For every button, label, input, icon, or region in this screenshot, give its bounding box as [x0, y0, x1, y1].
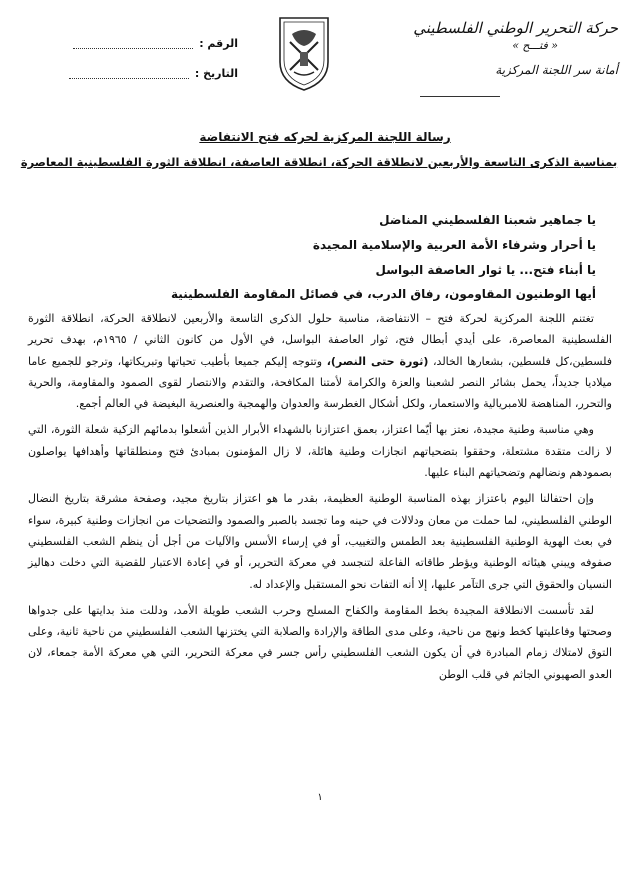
greeting-line: يا جماهير شعبنا الفلسطيني المناضل: [379, 213, 596, 227]
secretariat-name: أمانة سر اللجنة المركزية: [495, 63, 618, 77]
paragraph-text: تغتنم اللجنة المركزية لحركة فتح – الانتفاضة، مناسبة حلول الذكرى التاسعة والأربعين لانطلاقة الحركة، انطلاقة الثورة الفلسطينية المعاصرة، على أيدي أبطال فتح، ثوار العاصفة البواسل، في الأول من كانون الثاني / ١٩٦٥م، بهدف تحرير فلسطين،كل فلسطين، بشعارها الخالد،: [28, 312, 612, 368]
paragraph-text: وتتوجه إليكم جميعا بأطيب تحياتها وتبريكاتها، وترجو للجميع عاما ميلاديا جديداً، يحمل بشائر النصر لشعبنا والعزة والكرامة لأمتنا المكافحة، والتقدم والانتصار لقوى الصمود والمقاومة، والحرية والتحرر، المناهضة للامبريالية والاستعمار، ولكل أشكال الغطرسة والعدوان والهمجية والعنصرية البغيضة في العالم أجمع.: [28, 354, 612, 411]
greeting-line: يا أبناء فتح... يا ثوار العاصفة البواسل: [375, 263, 596, 277]
fatah-emblem-icon: [272, 12, 336, 94]
letter-body: [28, 308, 612, 690]
paragraph: [28, 308, 612, 414]
organization-short-name: « فتـــح »: [512, 39, 558, 52]
paragraph: لقد تأسست الانطلاقة المجيدة بخط المقاومة والكفاح المسلح وحرب الشعب طويلة الأمد، ودللت منذ بدايتها على جدواها وصحتها وفاعليتها كخط ونهج من ناحية، وعلى مدى الطاقة والإرادة والصلابة التي يختزنها الشعب الفلسطيني من ناحية ثانية، وعلى التوق لامتلاك زمام المبادرة في أن يكون الشعب الفلسطيني رأس جسر في معركة التحرير، التي هي معركة الأمة جمعاء، لان العدو الصهيوني الجاثم في قلب الوطن: [28, 603, 612, 681]
letter-subtitle: بمناسبة الذكرى التاسعة والأربعين لانطلاقة الحركة، انطلاقة العاصفة، انطلاقة الثورة الفلسطينية المعاصرة: [20, 155, 618, 169]
reference-row: [48, 28, 238, 58]
greeting-line: أيها الوطنيون المقاومون، رفاق الدرب، في فصائل المقاومة الفلسطينية: [171, 287, 596, 301]
date-label: التاريخ :: [194, 66, 238, 80]
letter-title: رسالة اللجنة المركزية لحركه فتح الانتفاضة: [199, 130, 451, 144]
organization-header: [388, 18, 618, 80]
date-dotted-line: [69, 68, 189, 79]
organization-name: حركة التحرير الوطني الفلسطيني: [413, 19, 618, 37]
paragraph: وإن احتفالنا اليوم باعتزاز بهذه المناسبة الوطنية العظيمة، بقدر ما هو اعتزاز بتاريخ مجيد، وصفحة مشرقة بتاريخ النضال الوطني الفلسطيني، لما حملت من معان ودلالات في حينه وما تجسد بالصبر والصمود والتضحيات من انجازات وطنية كبيرة، سواء في بعث الهوية الوطنية الفلسطينية بعد الطمس والتغييب، أو في إرساء الأسس والآليات من أجل أن ينظم الشعب الفلسطيني صفوفه ويبني هيئاته الوطنية ويؤطر طاقاته الفاعلة لتنجسد في معركة التحرير، أو في إعادة الاعتبار للقضية التي دخلت دهاليز النسيان والحقوق التي جرى التآمر عليها، إلا أنه التفات نحو المستقبل والإعداد له.: [28, 492, 612, 591]
greeting-line: يا أحرار وشرفاء الأمة العربية والإسلامية المجيدة: [312, 238, 596, 252]
date-row: [48, 58, 238, 88]
page-number: ١: [317, 792, 323, 803]
reference-block: [48, 28, 238, 88]
header-underline: [420, 96, 500, 97]
paragraph: وهي مناسبة وطنية مجيدة، نعتز بها أيّما اعتزاز، بعمق اعتزازنا بالشهداء الأبرار الذين أشعلوا بدمائهم الزكية شعلة الثورة، التي لا زالت متقدة مشتعلة، وحققوا بتضحياتهم انجازات وطنية هائلة، لا زال المؤمنون بمبادئ فتح ومنطلقاتها وأهدافها يواصلون بصمودهم ونضالهم وتضحياتهم البناء عليها.: [28, 423, 612, 480]
slogan-text: (ثورة حتى النصر)،: [326, 354, 429, 368]
ref-dotted-line: [73, 38, 193, 49]
ref-label: الرقم :: [199, 36, 238, 50]
